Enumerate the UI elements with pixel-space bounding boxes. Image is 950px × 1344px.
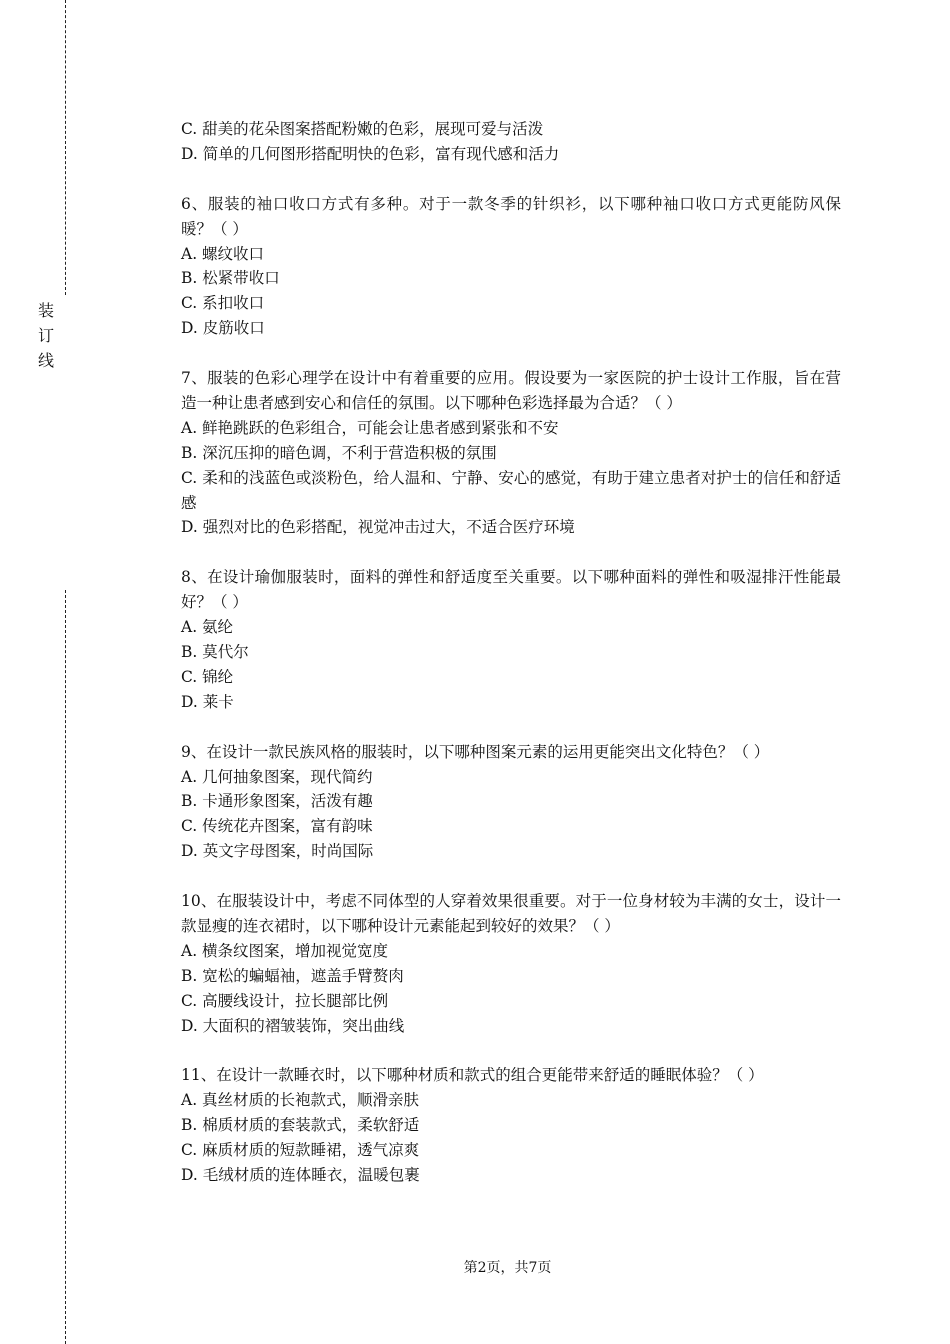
option: A. 鲜艳跳跃的色彩组合，可能会让患者感到紧张和不安	[181, 418, 559, 437]
binding-dashed-line-bottom	[65, 590, 66, 1344]
option: D. 皮筋收口	[181, 319, 265, 338]
option: B. 棉质材质的套装款式，柔软舒适	[181, 1116, 420, 1135]
option: B. 莫代尔	[181, 642, 249, 661]
question-6	[181, 192, 841, 341]
binding-dashed-line-top	[65, 0, 66, 295]
question-stem: 11、在设计一款睡衣时，以下哪种材质和款式的组合更能带来舒适的睡眠体验？（ ）	[181, 1066, 764, 1085]
option: B. 松紧带收口	[181, 269, 280, 288]
option: C. 传统花卉图案，富有韵味	[181, 817, 373, 836]
question-stem: 7、服装的色彩心理学在设计中有着重要的应用。假设要为一家医院的护士设计工作服，旨在营造一种让患者感到安心和信任的氛围。以下哪种色彩选择最为合适？（ ）	[181, 369, 841, 412]
option: C. 高腰线设计，拉长腿部比例	[181, 991, 389, 1010]
option: D. 大面积的褶皱装饰，突出曲线	[181, 1016, 405, 1035]
option: C. 系扣收口	[181, 294, 265, 313]
option: A. 几何抽象图案，现代简约	[181, 767, 373, 786]
option: C. 甜美的花朵图案搭配粉嫩的色彩，展现可爱与活泼	[181, 120, 544, 138]
option: D. 毛绒材质的连体睡衣，温暖包裹	[181, 1165, 420, 1184]
question-stem: 9、在设计一款民族风格的服装时，以下哪种图案元素的运用更能突出文化特色？（ ）	[181, 742, 770, 761]
option: D. 简单的几何图形搭配明快的色彩，富有现代感和活力	[181, 144, 560, 163]
option: C. 麻质材质的短款睡裙，透气凉爽	[181, 1141, 420, 1160]
option: D. 强烈对比的色彩搭配，视觉冲击过大，不适合医疗环境	[181, 518, 575, 537]
option: A. 横条纹图案，增加视觉宽度	[181, 941, 389, 960]
page-number: 第2页，共7页	[463, 1260, 552, 1276]
question-7	[181, 366, 841, 540]
option: B. 深沉压抑的暗色调，不利于营造积极的氛围	[181, 443, 497, 462]
question-stem: 6、服装的袖口收口方式有多种。对于一款冬季的针织衫，以下哪种袖口收口方式更能防风保暖？（ ）	[181, 194, 841, 238]
question-stem: 10、在服装设计中，考虑不同体型的人穿着效果很重要。对于一位身材较为丰满的女士，设计一款显瘦的连衣裙时，以下哪种设计元素能起到较好的效果？（ ）	[181, 892, 841, 935]
option: D. 英文字母图案，时尚国际	[181, 842, 374, 861]
option: D. 莱卡	[181, 692, 234, 711]
page-content	[181, 117, 841, 1188]
option: C. 锦纶	[181, 667, 234, 686]
option: A. 螺纹收口	[181, 244, 265, 263]
question-10	[181, 889, 841, 1038]
question-stem: 8、在设计瑜伽服装时，面料的弹性和舒适度至关重要。以下哪种面料的弹性和吸湿排汗性能最好？（ ）	[181, 568, 841, 612]
question-8	[181, 565, 841, 714]
option: B. 卡通形象图案，活泼有趣	[181, 792, 373, 811]
option: A. 氨纶	[181, 618, 234, 637]
option: B. 宽松的蝙蝠袖，遮盖手臂赘肉	[181, 966, 404, 985]
question-11	[181, 1063, 841, 1188]
question-9	[181, 740, 841, 865]
binding-label: 装订线	[37, 301, 54, 370]
option: A. 真丝材质的长袍款式，顺滑亲肤	[181, 1091, 420, 1110]
option: C. 柔和的浅蓝色或淡粉色，给人温和、宁静、安心的感觉，有助于建立患者对护士的信任和舒适感	[181, 468, 841, 512]
